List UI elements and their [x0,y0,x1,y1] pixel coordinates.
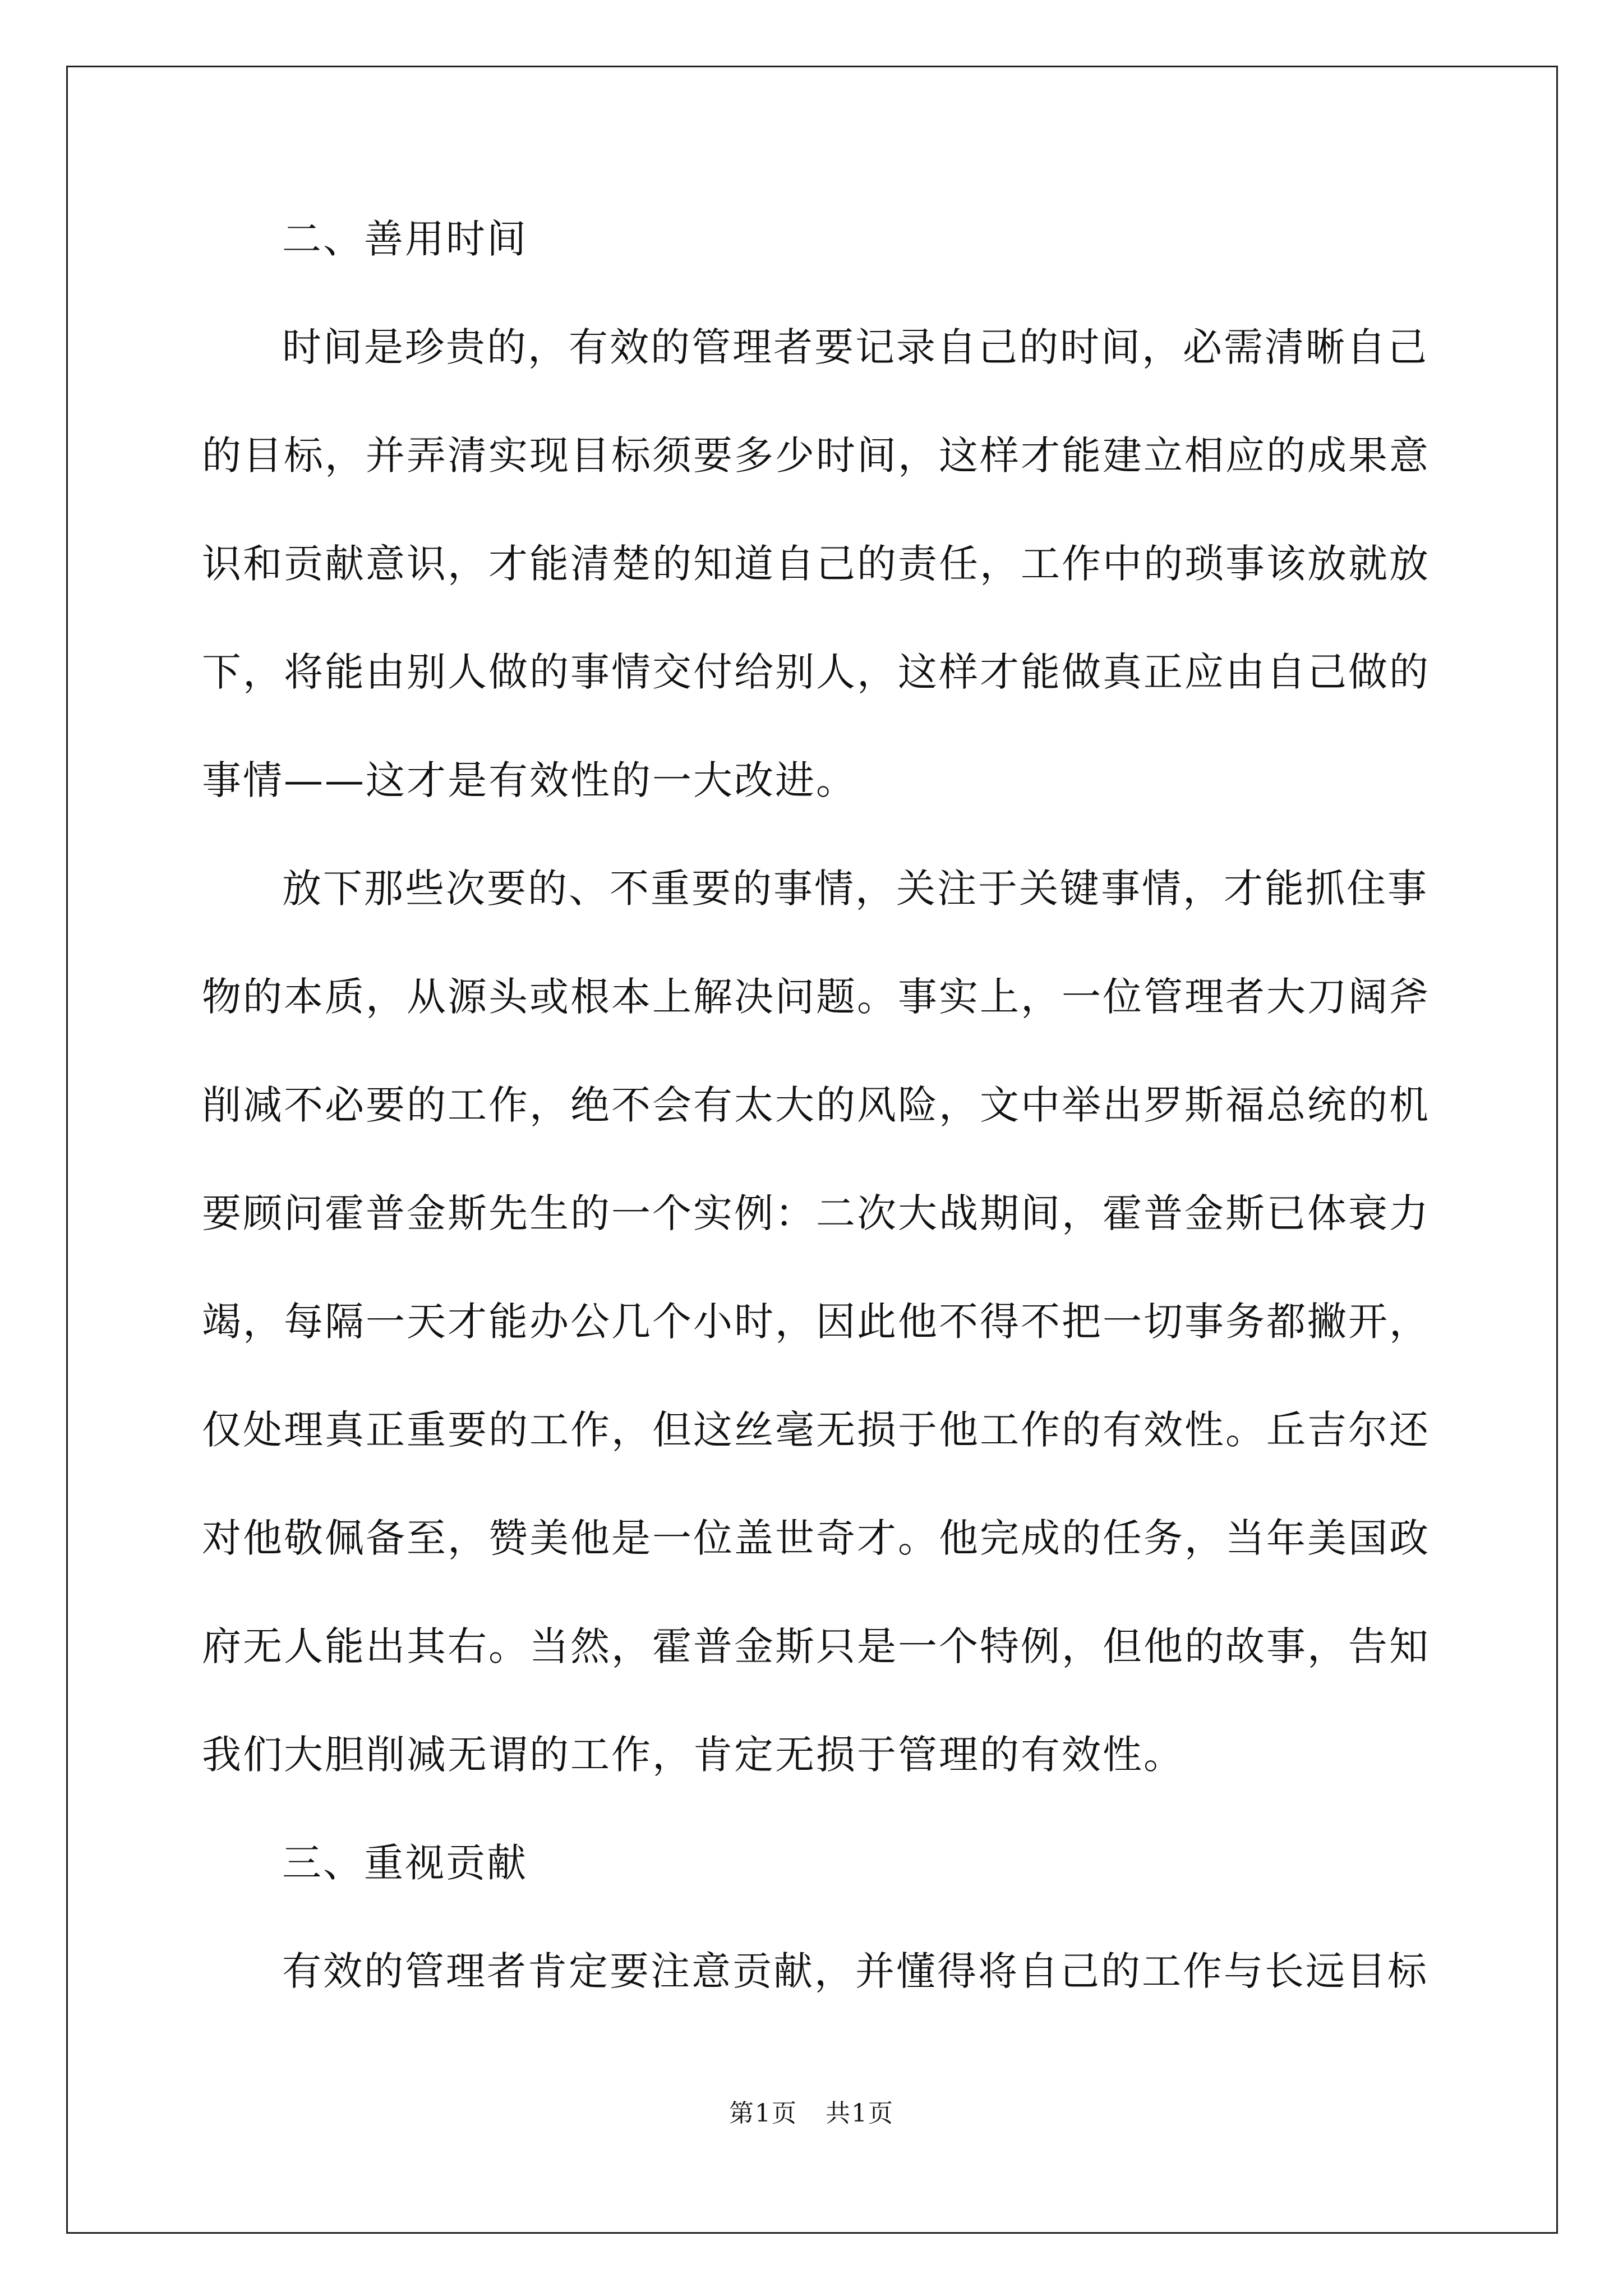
paragraph-line: 识和贡献意识，才能清楚的知道自己的责任，工作中的琐事该放就放 [202,541,1430,587]
paragraph-line: 时间是珍贵的，有效的管理者要记录自己的时间，必需清晰自己 [282,324,1428,370]
paragraph-line: 放下那些次要的、不重要的事情，关注于关键事情，才能抓住事 [282,866,1428,912]
paragraph-line: 对他敬佩备至，赞美他是一位盖世奇才。他完成的任务，当年美国政 [202,1515,1430,1561]
paragraph-line: 削减不必要的工作，绝不会有太大的风险，文中举出罗斯福总统的机 [202,1082,1430,1128]
page-number: 第1页 [729,2099,797,2128]
page-footer [0,2097,1623,2131]
document-body [202,185,1436,2026]
paragraph-line: 有效的管理者肯定要注意贡献，并懂得将自己的工作与长远目标 [282,1948,1428,1994]
paragraph-line: 竭，每隔一天才能办公几个小时，因此他不得不把一切事务都撇开， [202,1299,1430,1345]
paragraph-line: 的目标，并弄清实现目标须要多少时间，这样才能建立相应的成果意 [202,432,1430,478]
paragraph-line: 我们大胆削减无谓的工作，肯定无损于管理的有效性。 [202,1732,1184,1778]
page-total: 共1页 [826,2099,894,2128]
paragraph-line: 仅处理真正重要的工作，但这丝毫无损于他工作的有效性。丘吉尔还 [202,1407,1430,1453]
paragraph-line: 要顾问霍普金斯先生的一个实例：二次大战期间，霍普金斯已体衰力 [202,1190,1430,1236]
section-heading: 二、善用时间 [282,216,528,262]
paragraph-line: 下，将能由别人做的事情交付给别人，这样才能做真正应由自己做的 [202,649,1430,695]
paragraph-line: 事情——这才是有效性的一大改进。 [202,757,857,803]
paragraph-line: 物的本质，从源头或根本上解决问题。事实上，一位管理者大刀阔斧 [202,974,1430,1020]
section-heading: 三、重视贡献 [282,1840,528,1886]
paragraph-line: 府无人能出其右。当然，霍普金斯只是一个特例，但他的故事，告知 [202,1623,1430,1669]
